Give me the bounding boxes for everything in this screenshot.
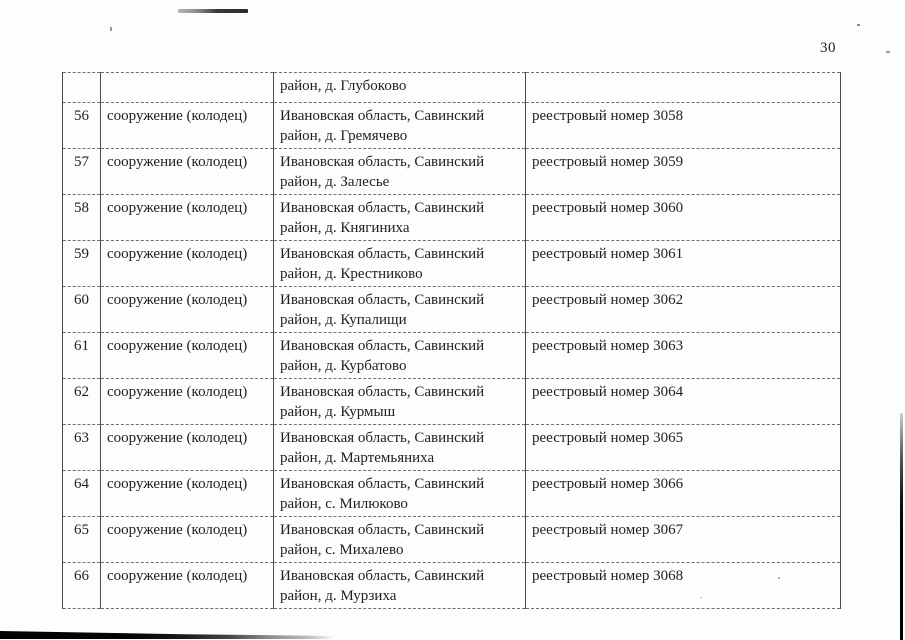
object-type-label: сооружение (колодец)	[107, 200, 248, 216]
row-number: 58	[74, 200, 89, 216]
cell-type-empty	[101, 73, 274, 103]
address-line-1: Ивановская область, Савинский	[280, 200, 485, 216]
cell-address	[274, 195, 526, 241]
cell-number	[63, 425, 101, 471]
cell-object-type	[101, 195, 274, 241]
row-number: 63	[74, 430, 89, 446]
cell-object-type	[101, 379, 274, 425]
row-number: 60	[74, 292, 89, 308]
table-row	[63, 425, 841, 471]
object-type-label: сооружение (колодец)	[107, 384, 248, 400]
registry-number-label: реестровый номер 3058	[532, 108, 684, 124]
row-number: 64	[74, 476, 89, 492]
address-line-1: Ивановская область, Савинский	[280, 338, 485, 354]
address-line-2: район, д. Залесье	[280, 174, 390, 190]
table-body	[63, 73, 841, 609]
table-row	[63, 103, 841, 149]
row-number: 59	[74, 246, 89, 262]
cell-registry-number	[526, 149, 841, 195]
cell-registry-number	[526, 195, 841, 241]
table-row	[63, 471, 841, 517]
table-row	[63, 517, 841, 563]
registry-number-label: реестровый номер 3066	[532, 476, 684, 492]
object-type-label: сооружение (колодец)	[107, 476, 248, 492]
cell-number	[63, 103, 101, 149]
object-type-label: сооружение (колодец)	[107, 246, 248, 262]
table-row	[63, 241, 841, 287]
cell-number	[63, 241, 101, 287]
row-number: 61	[74, 338, 89, 354]
cell-registry-number	[526, 425, 841, 471]
cell-object-type	[101, 333, 274, 379]
table-row	[63, 287, 841, 333]
registry-number-label: реестровый номер 3064	[532, 384, 684, 400]
cell-address	[274, 333, 526, 379]
cell-number	[63, 287, 101, 333]
cell-number	[63, 563, 101, 609]
object-type-label: сооружение (колодец)	[107, 338, 248, 354]
cell-registry-number	[526, 103, 841, 149]
cell-number	[63, 195, 101, 241]
cell-object-type	[101, 563, 274, 609]
address-line-2: район, д. Мурзиха	[280, 588, 397, 604]
row-number: 66	[74, 568, 89, 584]
address-line-1: Ивановская область, Савинский	[280, 568, 485, 584]
object-type-label: сооружение (колодец)	[107, 292, 248, 308]
cell-object-type	[101, 241, 274, 287]
cell-address	[274, 241, 526, 287]
cell-number-empty	[63, 73, 101, 103]
registry-number-label: реестровый номер 3060	[532, 200, 684, 216]
cell-number	[63, 333, 101, 379]
scan-artifact-bottom-edge	[0, 631, 335, 639]
registry-number-label: реестровый номер 3068	[532, 568, 684, 584]
table-row-partial	[63, 73, 841, 103]
address-line-2: район, д. Княгиниха	[280, 220, 410, 236]
cell-object-type	[101, 287, 274, 333]
object-type-label: сооружение (колодец)	[107, 154, 248, 170]
address-line-2: район, с. Михалево	[280, 542, 404, 558]
cell-registry-number	[526, 517, 841, 563]
row-number: 57	[74, 154, 89, 170]
address-line-1: Ивановская область, Савинский	[280, 246, 485, 262]
address-line-2: район, д. Мартемьяниха	[280, 450, 435, 466]
scan-speck	[886, 51, 890, 53]
row-number: 62	[74, 384, 89, 400]
object-type-label: сооружение (колодец)	[107, 568, 248, 584]
address-line-2: район, д. Курмыш	[280, 404, 396, 420]
cell-address-continuation	[274, 73, 526, 103]
cell-number	[63, 517, 101, 563]
address-line-1: Ивановская область, Савинский	[280, 108, 485, 124]
scan-speck	[857, 24, 860, 26]
cell-address	[274, 149, 526, 195]
registry-number-label: реестровый номер 3067	[532, 522, 684, 538]
cell-address	[274, 517, 526, 563]
cell-registry-number	[526, 563, 841, 609]
object-type-label: сооружение (колодец)	[107, 108, 248, 124]
scan-speck	[110, 27, 112, 31]
cell-object-type	[101, 103, 274, 149]
cell-object-type	[101, 471, 274, 517]
address-line-2: район, д. Купалищи	[280, 312, 407, 328]
cell-address	[274, 379, 526, 425]
row-number: 56	[74, 108, 89, 124]
object-type-label: сооружение (колодец)	[107, 430, 248, 446]
cell-registry-number	[526, 379, 841, 425]
address-line-2: район, д. Крестниково	[280, 266, 423, 282]
address-line-1: Ивановская область, Савинский	[280, 476, 485, 492]
cell-address	[274, 287, 526, 333]
scan-artifact-right-edge	[900, 413, 903, 640]
row-number: 65	[74, 522, 89, 538]
cell-object-type	[101, 425, 274, 471]
cell-registry-empty	[526, 73, 841, 103]
address-line-1: Ивановская область, Савинский	[280, 154, 485, 170]
cell-address	[274, 103, 526, 149]
page-number: 30	[820, 40, 836, 56]
cell-registry-number	[526, 471, 841, 517]
cell-number	[63, 471, 101, 517]
address-line-2: район, с. Милюково	[280, 496, 408, 512]
cell-number	[63, 379, 101, 425]
table-row	[63, 563, 841, 609]
address-line-1: Ивановская область, Савинский	[280, 430, 485, 446]
table-row	[63, 149, 841, 195]
address-line-2: район, д. Курбатово	[280, 358, 407, 374]
cell-object-type	[101, 517, 274, 563]
table-row	[63, 379, 841, 425]
address-line-2: район, д. Гремячево	[280, 128, 408, 144]
registry-table	[62, 72, 841, 609]
address-line-1: Ивановская область, Савинский	[280, 292, 485, 308]
registry-number-label: реестровый номер 3063	[532, 338, 684, 354]
object-type-label: сооружение (колодец)	[107, 522, 248, 538]
table-row	[63, 195, 841, 241]
scan-smudge-top	[178, 9, 248, 13]
registry-number-label: реестровый номер 3059	[532, 154, 684, 170]
cell-registry-number	[526, 241, 841, 287]
registry-number-label: реестровый номер 3061	[532, 246, 684, 262]
cell-address	[274, 425, 526, 471]
cell-object-type	[101, 149, 274, 195]
registry-number-label: реестровый номер 3062	[532, 292, 684, 308]
cell-number	[63, 149, 101, 195]
address-line-1: Ивановская область, Савинский	[280, 522, 485, 538]
cell-address	[274, 563, 526, 609]
cell-registry-number	[526, 333, 841, 379]
address-line-1: Ивановская область, Савинский	[280, 384, 485, 400]
registry-number-label: реестровый номер 3065	[532, 430, 684, 446]
cell-address	[274, 471, 526, 517]
address-line: район, д. Глубоково	[280, 78, 407, 94]
cell-registry-number	[526, 287, 841, 333]
table-row	[63, 333, 841, 379]
